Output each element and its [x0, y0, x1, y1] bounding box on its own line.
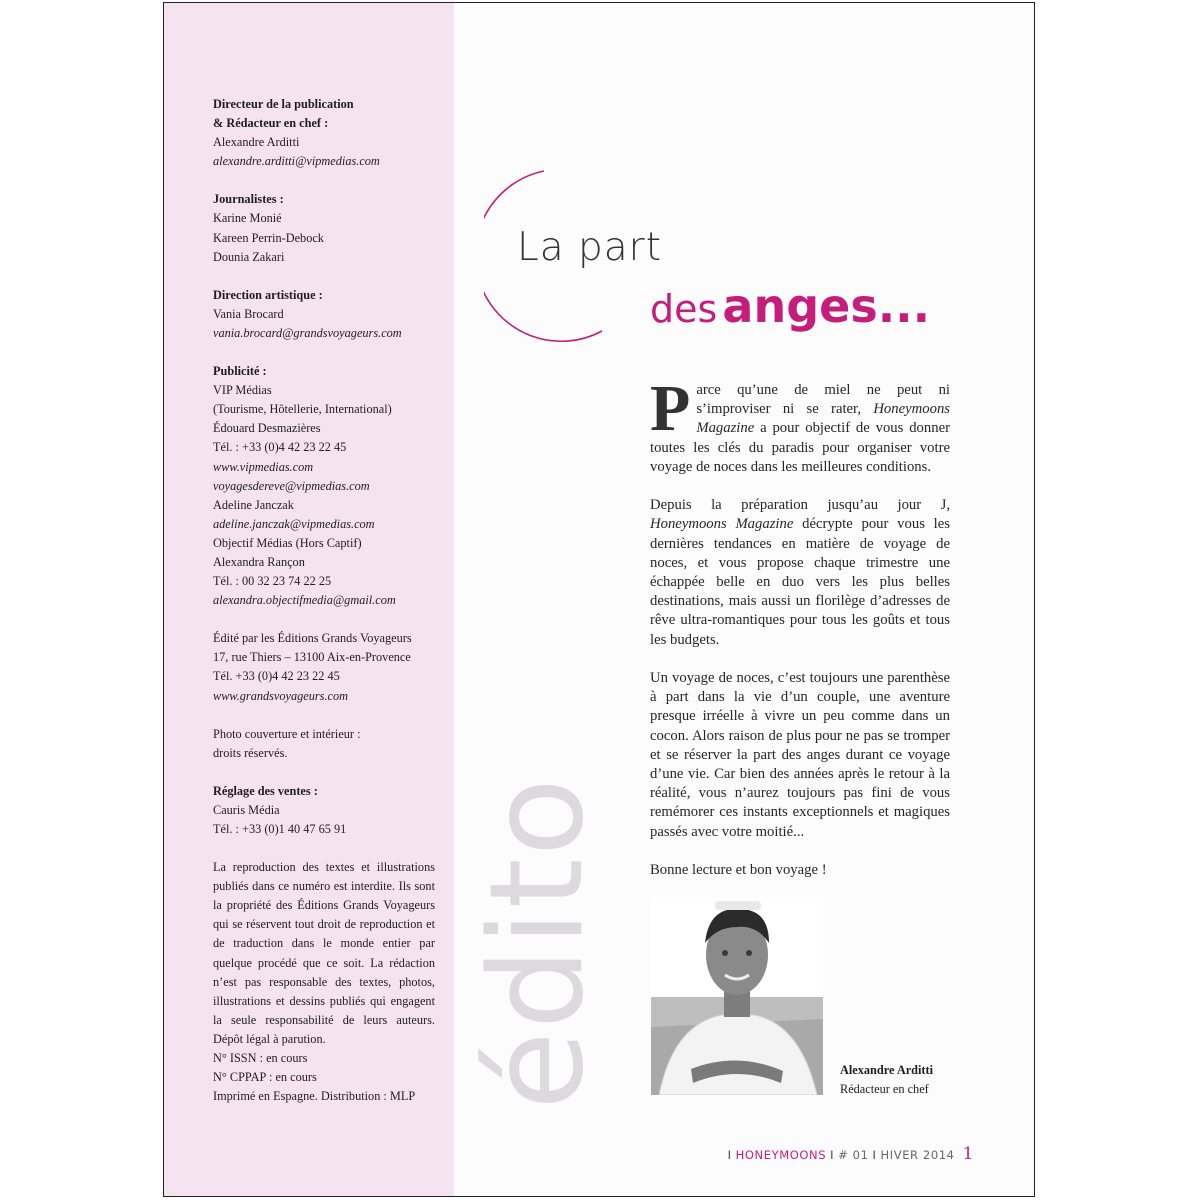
headline-emphasis: anges...	[722, 279, 931, 333]
closing-line: Bonne lecture et bon voyage !	[650, 862, 827, 879]
editorial-body	[650, 372, 950, 899]
sales-name: Cauris Média	[213, 802, 280, 817]
advertising-line: Objectif Médias (Hors Captif)	[213, 535, 362, 550]
drop-cap: P	[650, 372, 691, 445]
art-director-email: vania.brocard@grandsvoyageurs.com	[213, 325, 402, 340]
page-footer	[724, 1144, 974, 1164]
photo-credit-line: Photo couverture et intérieur :	[213, 726, 361, 741]
footer-separator: I	[830, 1148, 835, 1162]
art-direction-block	[213, 286, 435, 343]
photo-credit-block	[213, 725, 435, 763]
footer-separator: I	[727, 1148, 732, 1162]
advertising-line: Adeline Janczak	[213, 497, 294, 512]
publication-director-block	[213, 95, 435, 171]
paragraph	[650, 496, 950, 650]
author-photo	[651, 897, 823, 1095]
journalist-name: Dounia Zakari	[213, 249, 285, 264]
sales-phone: Tél. : +33 (0)1 40 47 65 91	[213, 822, 347, 836]
editor-in-chief-title: & Rédacteur en chef :	[213, 116, 329, 131]
art-director-name: Vania Brocard	[213, 306, 284, 321]
credits-sidebar	[213, 95, 435, 1106]
advertising-block	[213, 362, 435, 610]
journalist-name: Karine Monié	[213, 211, 282, 226]
advertising-line: Tél. : 00 32 23 74 22 25	[213, 574, 332, 589]
advertising-line: adeline.janczak@vipmedias.com	[213, 516, 375, 531]
author-role: Rédacteur en chef	[840, 1082, 929, 1096]
author-portrait-image	[651, 897, 823, 1095]
advertising-line: Tél. : +33 (0)4 42 23 22 45	[213, 440, 347, 455]
magazine-name: Honeymoons Magazine	[696, 401, 950, 437]
headline-line2	[650, 279, 930, 333]
printing-line: Imprimé en Espagne. Distribution : MLP	[213, 1089, 416, 1104]
author-name: Alexandre Arditti	[840, 1063, 934, 1077]
advertising-line: (Tourisme, Hôtellerie, International)	[213, 402, 392, 417]
advertising-line: VIP Médias	[213, 383, 272, 398]
sales-title: Réglage des ventes :	[213, 783, 318, 798]
publisher-line: Édité par les Éditions Grands Voyageurs	[213, 631, 412, 646]
paragraph-text: arce qu’une de miel ne peut ni s’improviser ni se rater,	[696, 382, 950, 418]
advertising-lines	[213, 381, 435, 610]
publisher-block	[213, 629, 435, 705]
journalists-block	[213, 190, 435, 266]
footer-issue: # 01	[838, 1148, 869, 1162]
advertising-line: voyagesdereve@vipmedias.com	[213, 478, 370, 493]
publication-director-email: alexandre.arditti@vipmedias.com	[213, 154, 380, 169]
paragraph-text: décrypte pour vous les dernières tendances en matière de voyage de noces, et vous propose chaque trimestre une échappée belle en duo vers les plus belles destinations, mais aussi un florilège d’adresses de rêve ultra-romantiques pour tous les goûts et tous les budgets.	[650, 516, 950, 648]
sales-block	[213, 782, 435, 839]
advertising-line: www.vipmedias.com	[213, 459, 314, 474]
author-caption	[840, 1061, 933, 1099]
paragraph: Un voyage de noces, c’est toujours une parenthèse à part dans la vie d’un couple, une aventure presque irréelle à vivre un peu comme dans un cocon. Alors raison de plus pour ne pas se tromper et se réserver la part des anges durant ce voyage d’une vie. Car bien des années après le retour à la réalité, vous n’aurez toujours pas fini de vous remémorer ces instants exceptionnels et magiques passés avec votre moitié...	[650, 670, 950, 840]
advertising-line: Édouard Desmazières	[213, 421, 321, 436]
journalist-name: Kareen Perrin-Debock	[213, 230, 324, 245]
legal-block	[213, 858, 435, 1106]
issn-line: N° ISSN : en cours	[213, 1051, 308, 1066]
publication-director-name: Alexandre Arditti	[213, 135, 300, 150]
photo-credit-line: droits réservés.	[213, 745, 288, 760]
footer-season: HIVER 2014	[880, 1148, 955, 1162]
footer-brand: HONEYMOONS	[735, 1148, 827, 1162]
page-number: 1	[962, 1144, 974, 1164]
footer-separator: I	[872, 1148, 877, 1162]
advertising-title: Publicité :	[213, 364, 267, 379]
cppap-line: N° CPPAP : en cours	[213, 1070, 317, 1085]
advertising-line: Alexandra Rançon	[213, 554, 305, 569]
magazine-page	[163, 2, 1035, 1197]
publisher-website: www.grandsvoyageurs.com	[213, 688, 349, 703]
paragraph-text: a pour objectif de vous donner toutes les clés du paradis pour organiser votre voyage de noces dans les meilleures conditions.	[650, 420, 950, 475]
publication-director-title: Directeur de la publication	[213, 97, 354, 111]
journalists-title: Journalistes :	[213, 192, 284, 207]
publisher-address: 17, rue Thiers – 13100 Aix-en-Provence	[213, 650, 411, 665]
advertising-line: alexandra.objectifmedia@gmail.com	[213, 593, 396, 608]
publisher-phone: Tél. +33 (0)4 42 23 22 45	[213, 669, 340, 684]
magazine-name: Honeymoons Magazine	[650, 516, 794, 533]
section-label-edito: édito	[463, 775, 612, 1111]
paragraph	[650, 372, 950, 477]
legal-text: La reproduction des textes et illustrations publiés dans ce numéro est interdite. Ils sont la propriété des Éditions Grands Voyageurs qui se réservent tout droit de reproduction et de traduction dans le monde entier par quelque procédé que ce soit. La rédaction n’est pas responsable des textes, photos, illustrations et dessins publiés qui engagent la seule responsabilité de leurs auteurs. Dépôt légal à parution.	[213, 860, 435, 1046]
headline-line1: La part	[517, 225, 663, 270]
art-direction-title: Direction artistique :	[213, 287, 323, 302]
paragraph-text: Depuis la préparation jusqu’au jour J,	[650, 497, 950, 514]
headline-prefix: des	[650, 287, 718, 331]
